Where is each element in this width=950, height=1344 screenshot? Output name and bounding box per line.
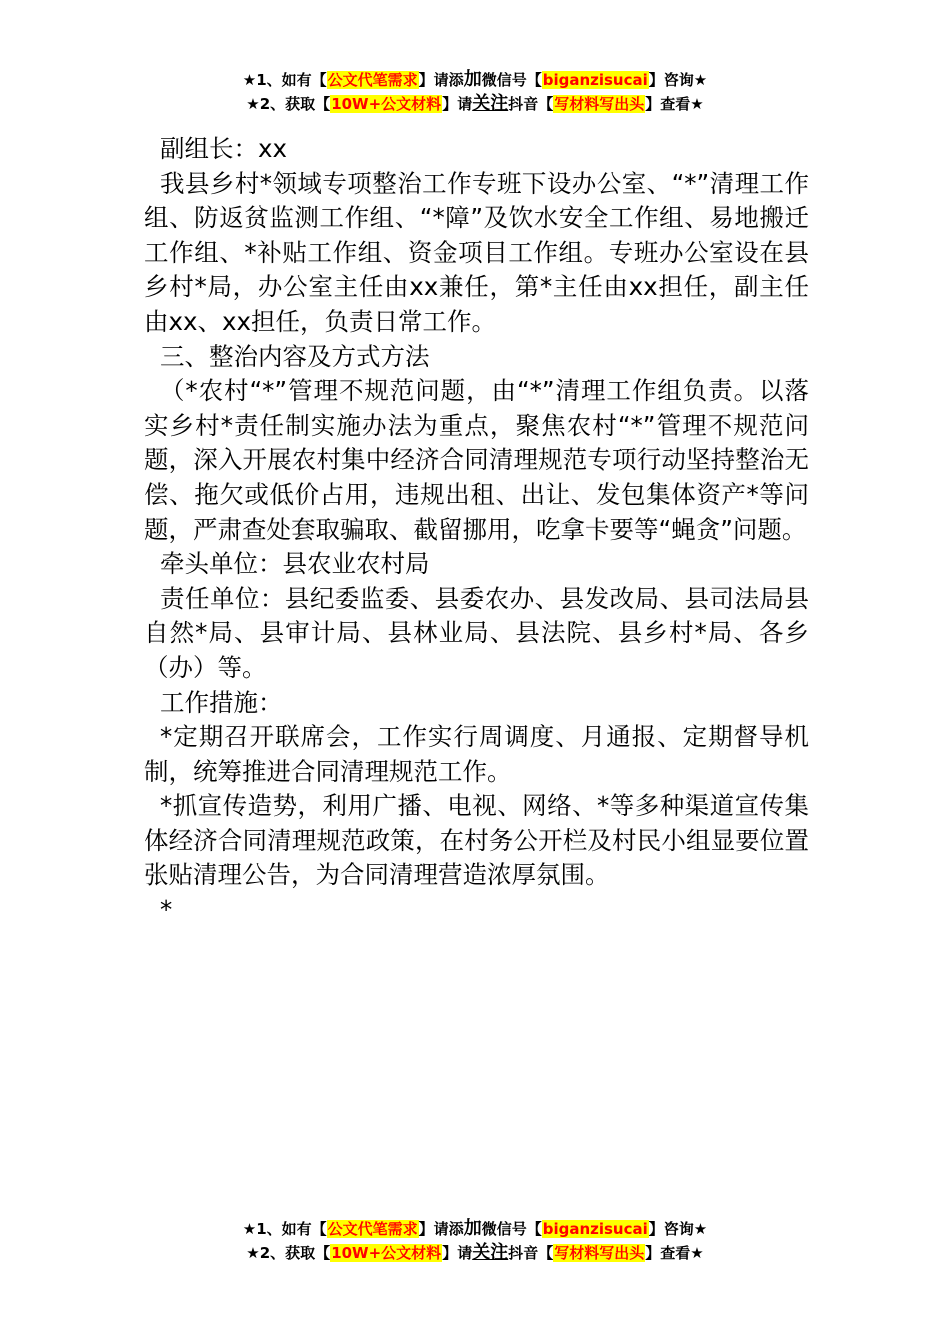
footer-banner [0, 1217, 950, 1265]
banner-text: 微信号【 [481, 71, 542, 89]
responsible-units-paragraph: 责任单位：县纪委监委、县委农办、县发改局、县司法局县自然*局、县审计局、县林业局、县法院、县乡村*局、各乡（办）等。 [144, 583, 809, 682]
lead-unit-line: 牵头单位：县农业农村局 [160, 549, 430, 579]
highlight-service: 公文代笔需求 [327, 71, 418, 89]
deputy-leader-line: 副组长：xx [160, 134, 287, 163]
banner-text: 抖音【 [508, 95, 554, 113]
highlight-materials: 10W+公文材料 [331, 1244, 442, 1262]
banner-text: ★1、如有【 [242, 71, 327, 89]
banner-text: 】请添 [418, 71, 464, 89]
banner-line-2 [0, 1241, 950, 1265]
banner-text-underlined: 关注 [472, 93, 509, 114]
highlight-materials: 10W+公文材料 [331, 95, 442, 113]
measure-item: *定期召开联席会，工作实行周调度、月通报、定期督导机制，统筹推进合同清理规范工作。 [144, 722, 809, 786]
banner-text-large: 加 [463, 1218, 482, 1239]
measure-item: *抓宣传造势，利用广播、电视、网络、*等多种渠道宣传集体经济合同清理规范政策，在村务公开栏及村民小组显要位置张贴清理公告，为合同清理营造浓厚氛围。 [144, 791, 809, 890]
highlight-service: 公文代笔需求 [327, 1220, 418, 1238]
banner-text: 】咨询★ [648, 71, 708, 89]
banner-text: 】请 [442, 95, 473, 113]
banner-text: 】查看★ [645, 1244, 704, 1262]
highlight-wechat-id: biganzisucai [542, 1220, 648, 1238]
banner-text: ★1、如有【 [242, 1220, 327, 1238]
banner-text: 】请 [442, 1244, 473, 1262]
measure-item: * [160, 895, 173, 925]
office-setup-paragraph: 我县乡村*领域专项整治工作专班下设办公室、“*”清理工作组、防返贫监测工作组、“*障”及饮水安全工作组、易地搬迁工作组、*补贴工作组、资金项目工作组。专班办公室设在县乡村*局，办公室主任由xx兼任，第*主任由xx担任，副主任由xx、xx担任，负责日常工作。 [144, 168, 809, 336]
banner-text: ★2、获取【 [246, 1244, 331, 1262]
header-banner [0, 68, 950, 116]
banner-text: 】查看★ [645, 95, 704, 113]
banner-text: 微信号【 [481, 1220, 542, 1238]
highlight-douyin-account: 写材料写出头 [554, 1244, 645, 1262]
banner-line-1 [0, 1217, 950, 1241]
banner-line-1 [0, 68, 950, 92]
banner-text: ★2、获取【 [246, 95, 331, 113]
banner-text: 抖音【 [508, 1244, 554, 1262]
highlight-wechat-id: biganzisucai [542, 71, 648, 89]
banner-text-large: 加 [463, 69, 482, 90]
document-body [144, 132, 809, 928]
content-paragraph: （*农村“*”管理不规范问题，由“*”清理工作组负责。以落实乡村*责任制实施办法为重点，聚焦农村“*”管理不规范问题，深入开展农村集中经济合同清理规范专项行动坚持整治无偿、拖欠或低价占用，违规出租、出让、发包集体资产*等问题，严肃查处套取骗取、截留挪用，吃拿卡要等“蝇贪”问题。 [144, 376, 809, 544]
banner-line-2 [0, 92, 950, 116]
banner-text: 】请添 [418, 1220, 464, 1238]
banner-text-underlined: 关注 [472, 1242, 509, 1263]
highlight-douyin-account: 写材料写出头 [554, 95, 645, 113]
section-heading: 三、整治内容及方式方法 [160, 341, 430, 371]
measures-heading: 工作措施： [160, 687, 283, 717]
banner-text: 】咨询★ [648, 1220, 708, 1238]
